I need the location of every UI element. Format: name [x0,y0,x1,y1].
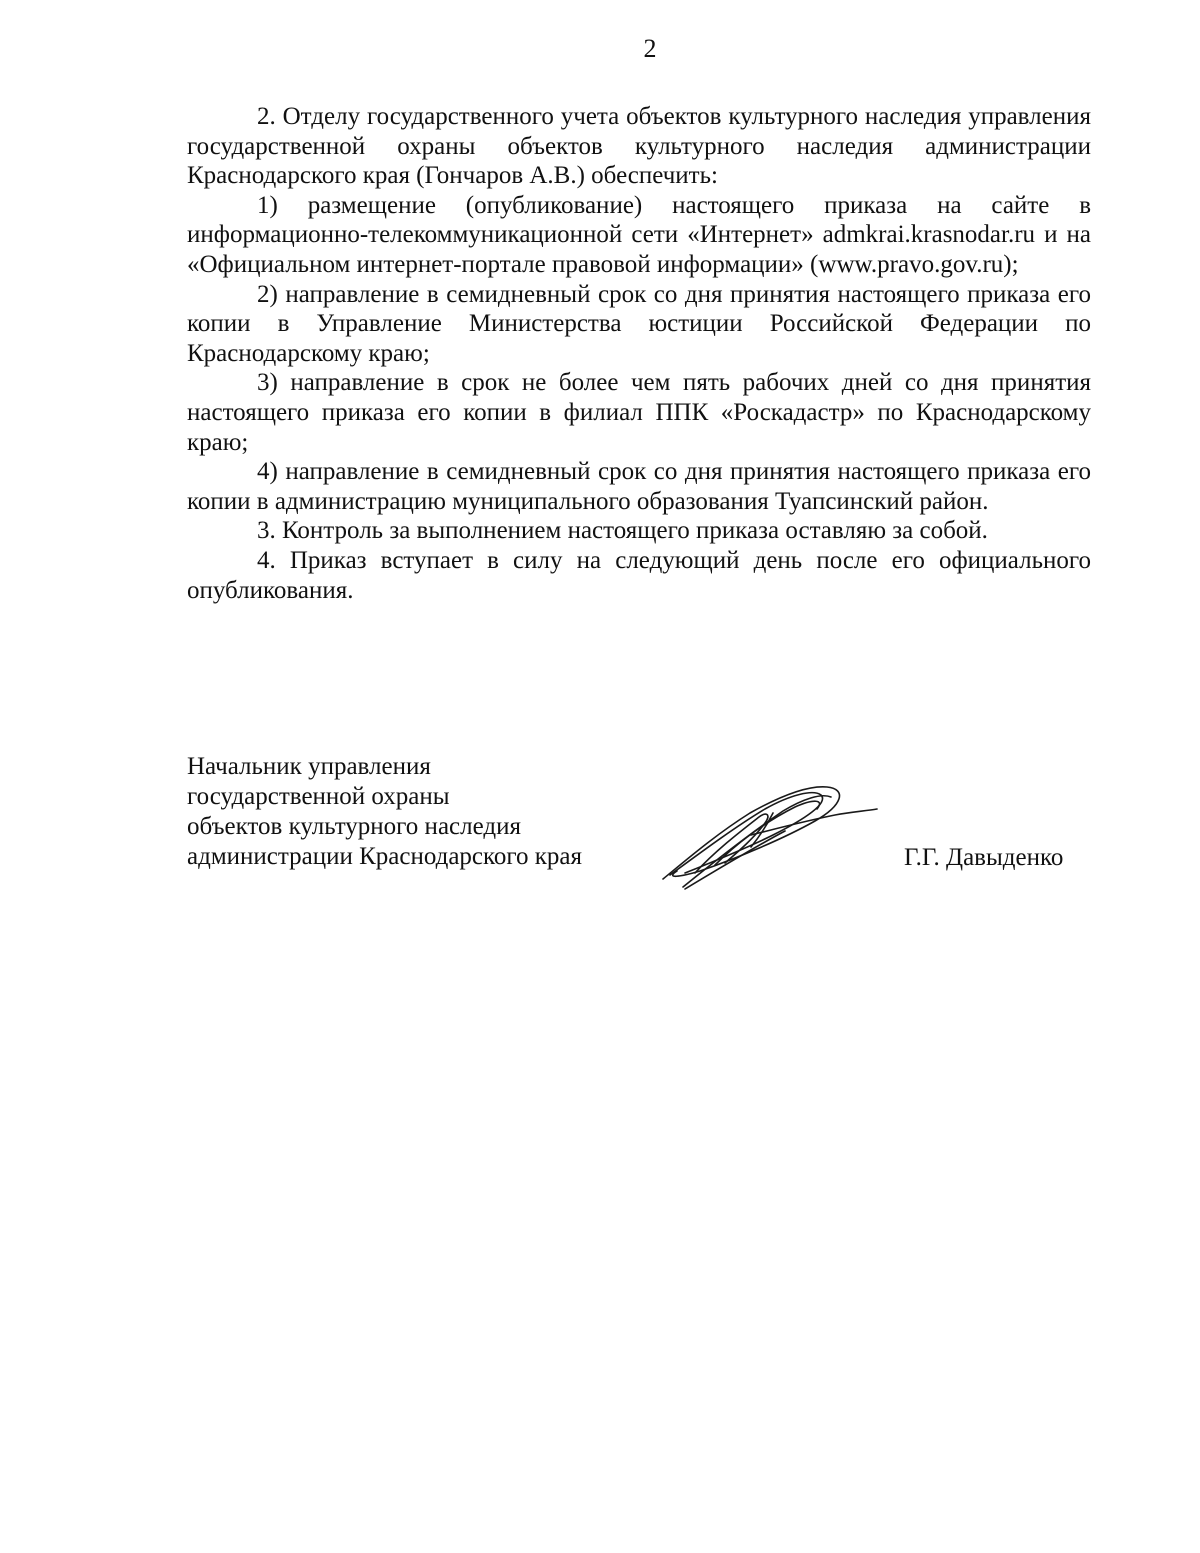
signer-position-line: администрации Краснодарского края [187,843,583,870]
paragraph-subitem-3: 3) направление в срок не более чем пять рабочих дней со дня принятия настоящего приказа его копии в филиал ППК «Роскадастр» по Краснодарскому краю; [187,369,1091,456]
signer-position-line: Начальник управления [187,753,431,780]
signer-name: Г.Г. Давыденко [904,844,1064,871]
page-number: 2 [643,34,657,63]
paragraph-subitem-2: 2) направление в семидневный срок со дня принятия настоящего приказа его копии в Управление Министерства юстиции Российской Федерации по Краснодарскому краю; [187,280,1091,367]
paragraph-subitem-1: 1) размещение (опубликование) настоящего приказа на сайте в информационно-телекоммуникационной сети «Интернет» admkrai.krasnodar.ru и на «Официальном интернет-портале правовой информации» (www.pravo.gov.ru); [187,191,1091,278]
paragraph-subitem-4: 4) направление в семидневный срок со дня принятия настоящего приказа его копии в администрацию муниципального образования Туапсинский район. [187,458,1091,515]
paragraph-item-3: 3. Контроль за выполнением настоящего приказа оставляю за собой. [257,517,988,545]
signer-position-line: объектов культурного наследия [187,813,521,840]
document-body [187,102,1091,605]
paragraph-item-2: 2. Отделу государственного учета объектов культурного наследия управления государственной охраны объектов культурного наследия администрации Краснодарского края (Гончаров А.В.) обеспечить: [187,103,1091,190]
signer-position [187,752,582,872]
signer-position-line: государственной охраны [187,783,450,810]
handwritten-signature [655,775,880,895]
paragraph-item-4: 4. Приказ вступает в силу на следующий день после его официального опубликования. [187,546,1091,604]
